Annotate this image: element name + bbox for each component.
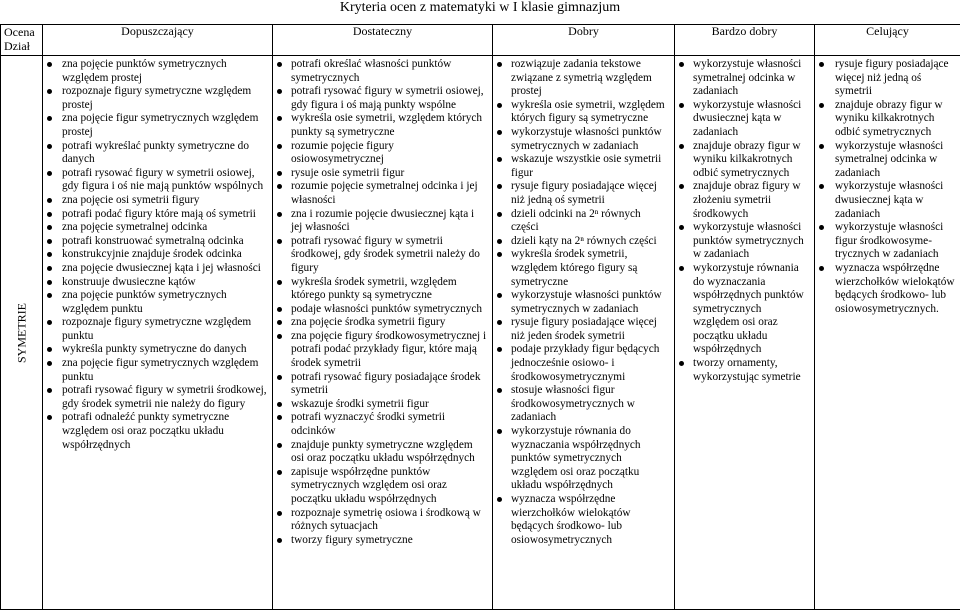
criterion-item: znajduje obraz figury w złożeniu symetrii środkowych — [675, 180, 814, 221]
criterion-item: znajduje obrazy figur w wyniku kilkakrotnych odbić symetrycznych — [815, 99, 960, 140]
page-title: Kryteria ocen z matematyki w I klasie gimnazjum — [339, 0, 621, 15]
criterion-item: wykorzystuje własności punktów symetrycznych w zadaniach — [493, 289, 674, 316]
criterion-item: podaje przykłady figur będących jednocześnie osiowo- i środkowosymetrycznymi — [493, 343, 674, 384]
criterion-item: rozumie pojęcie figury osiowosymetrycznej — [273, 140, 492, 167]
criterion-item: znajduje punkty symetryczne względem osi oraz początku układu współrzędnych — [273, 439, 492, 466]
criterion-item: zna pojęcie symetralnej odcinka — [43, 221, 272, 235]
level-header-2: Dostateczny — [273, 25, 493, 56]
criterion-item: wyznacza współrzędne wierzchołków wielokątów będących środkowo- lub osiowosymetrycznych. — [815, 262, 960, 316]
criterion-item: wskazuje środki symetrii figur — [273, 398, 492, 412]
level-header-1: Dopuszczający — [43, 25, 273, 56]
level-header-5: Celujący — [815, 25, 960, 56]
criterion-item: tworzy ornamenty, wykorzystując symetrie — [675, 357, 814, 384]
criterion-item: potrafi rysować figury w symetrii osiowej, gdy figura i oś mają punkty wspólne — [273, 85, 492, 112]
criterion-item: potrafi wyznaczyć środki symetrii odcinków — [273, 411, 492, 438]
criteria-column-dostateczny — [273, 56, 493, 610]
criterion-item: potrafi rysować figury w symetrii środkowej, gdy środek symetrii należy do figury — [273, 235, 492, 276]
criterion-item: wykreśla środek symetrii, względem którego figury są symetryczne — [493, 248, 674, 289]
criterion-item: podaje własności punktów symetrycznych — [273, 303, 492, 317]
criterion-item: rysuje figury posiadające więcej niż jeden środek symetrii — [493, 316, 674, 343]
criterion-item: wykreśla środek symetrii, względem którego punkty są symetryczne — [273, 276, 492, 303]
criterion-item: potrafi konstruować symetralną odcinka — [43, 235, 272, 249]
criterion-item: wykorzystuje własności figur środkowosyme-trycznych w zadaniach — [815, 221, 960, 262]
section-label: SYMETRIE — [1, 56, 43, 610]
criterion-item: zna pojęcie punktów symetrycznych względem prostej — [43, 58, 272, 85]
section-row — [1, 56, 960, 610]
criteria-column-dobry — [493, 56, 675, 610]
criterion-item: konstrukcyjnie znajduje środek odcinka — [43, 248, 272, 262]
criterion-item: wykreśla osie symetrii, względem których punkty są symetryczne — [273, 112, 492, 139]
criterion-item: potrafi rysować figury w symetrii osiowej, gdy figura i oś nie mają punktów wspólnych — [43, 167, 272, 194]
criterion-item: zna pojęcie dwusiecznej kąta i jej własności — [43, 262, 272, 276]
criterion-item: potrafi rysować figury w symetrii środkowej, gdy środek symetrii nie należy do figury — [43, 384, 272, 411]
criterion-item: potrafi podać figury które mają oś symetrii — [43, 208, 272, 222]
criterion-item: tworzy figury symetryczne — [273, 534, 492, 548]
criterion-item: wskazuje wszystkie osie symetrii figur — [493, 153, 674, 180]
criterion-item: znajduje obrazy figur w wyniku kilkakrotnych odbić symetrycznych — [675, 140, 814, 181]
criterion-item: wykorzystuje własności symetralnej odcinka w zadaniach — [815, 140, 960, 181]
criterion-item: zna pojęcie środka symetrii figury — [273, 316, 492, 330]
criterion-item: wykorzystuje równania do wyznaczania współrzędnych punktów symetrycznych względem osi oraz początku układu współrzędnych — [675, 262, 814, 357]
criteria-column-bardzo-dobry — [675, 56, 815, 610]
criterion-item: rysuje figury posiadające więcej niż jedną oś symetrii — [493, 180, 674, 207]
criterion-item: wykreśla osie symetrii, względem których figury są symetryczne — [493, 99, 674, 126]
criterion-item: rysuje figury posiadające więcej niż jedną oś symetrii — [815, 58, 960, 99]
criterion-item: rozpoznaje figury symetryczne względem punktu — [43, 316, 272, 343]
criterion-item: wykorzystuje własności dwusiecznej kąta w zadaniach — [815, 180, 960, 221]
criterion-item: rozpoznaje figury symetryczne względem prostej — [43, 85, 272, 112]
criteria-column-celujacy — [815, 56, 960, 610]
corner-header: Ocena Dział — [1, 25, 43, 56]
level-header-4: Bardzo dobry — [675, 25, 815, 56]
criterion-item: rozpoznaje symetrię osiowa i środkową w różnych sytuacjach — [273, 507, 492, 534]
criterion-item: zna pojęcie punktów symetrycznych względem punktu — [43, 289, 272, 316]
criterion-item: wykreśla punkty symetryczne do danych — [43, 343, 272, 357]
criterion-item: potrafi wykreślać punkty symetryczne do danych — [43, 140, 272, 167]
criterion-item: rozumie pojęcie symetralnej odcinka i jej własności — [273, 180, 492, 207]
criterion-item: wykorzystuje własności punktów symetrycznych w zadaniach — [493, 126, 674, 153]
criterion-item: zna pojęcie figury środkowosymetrycznej i potrafi podać przykłady figur, które mają środek symetrii — [273, 330, 492, 371]
criterion-item: dzieli kąty na 2ⁿ równych części — [493, 235, 674, 249]
criterion-item: stosuje własności figur środkowosymetrycznych w zadaniach — [493, 384, 674, 425]
criterion-item: zapisuje współrzędne punktów symetrycznych względem osi oraz początku układu współrzędnych — [273, 466, 492, 507]
criterion-item: konstruuje dwusieczne kątów — [43, 276, 272, 290]
criterion-item: potrafi rysować figury posiadające środek symetrii — [273, 371, 492, 398]
criterion-item: potrafi odnaleźć punkty symetryczne względem osi oraz początku układu współrzędnych — [43, 411, 272, 452]
criterion-item: zna pojęcie figur symetrycznych względem punktu — [43, 357, 272, 384]
criterion-item: zna pojęcie osi symetrii figury — [43, 194, 272, 208]
criterion-item: zna pojęcie figur symetrycznych względem prostej — [43, 112, 272, 139]
criterion-item: wykorzystuje równania do wyznaczania współrzędnych punktów symetrycznych względem osi oraz początku układu współrzędnych — [493, 425, 674, 493]
criterion-item: wykorzystuje własności symetralnej odcinka w zadaniach — [675, 58, 814, 99]
criterion-item: wykorzystuje własności dwusiecznej kąta w zadaniach — [675, 99, 814, 140]
criteria-table — [0, 24, 960, 610]
criterion-item: wykorzystuje własności punktów symetrycznych w zadaniach — [675, 221, 814, 262]
criterion-item: dzieli odcinki na 2ⁿ równych części — [493, 208, 674, 235]
header-row — [1, 25, 960, 56]
criterion-item: wyznacza współrzędne wierzchołków wielokątów będących środkowo- lub osiowosymetrycznych — [493, 493, 674, 547]
criterion-item: zna i rozumie pojęcie dwusiecznej kąta i jej własności — [273, 208, 492, 235]
criterion-item: potrafi określać własności punktów symetrycznych — [273, 58, 492, 85]
criterion-item: rysuje osie symetrii figur — [273, 167, 492, 181]
criteria-column-dopuszczajacy — [43, 56, 273, 610]
criterion-item: rozwiązuje zadania tekstowe związane z symetrią względem prostej — [493, 58, 674, 99]
level-header-3: Dobry — [493, 25, 675, 56]
